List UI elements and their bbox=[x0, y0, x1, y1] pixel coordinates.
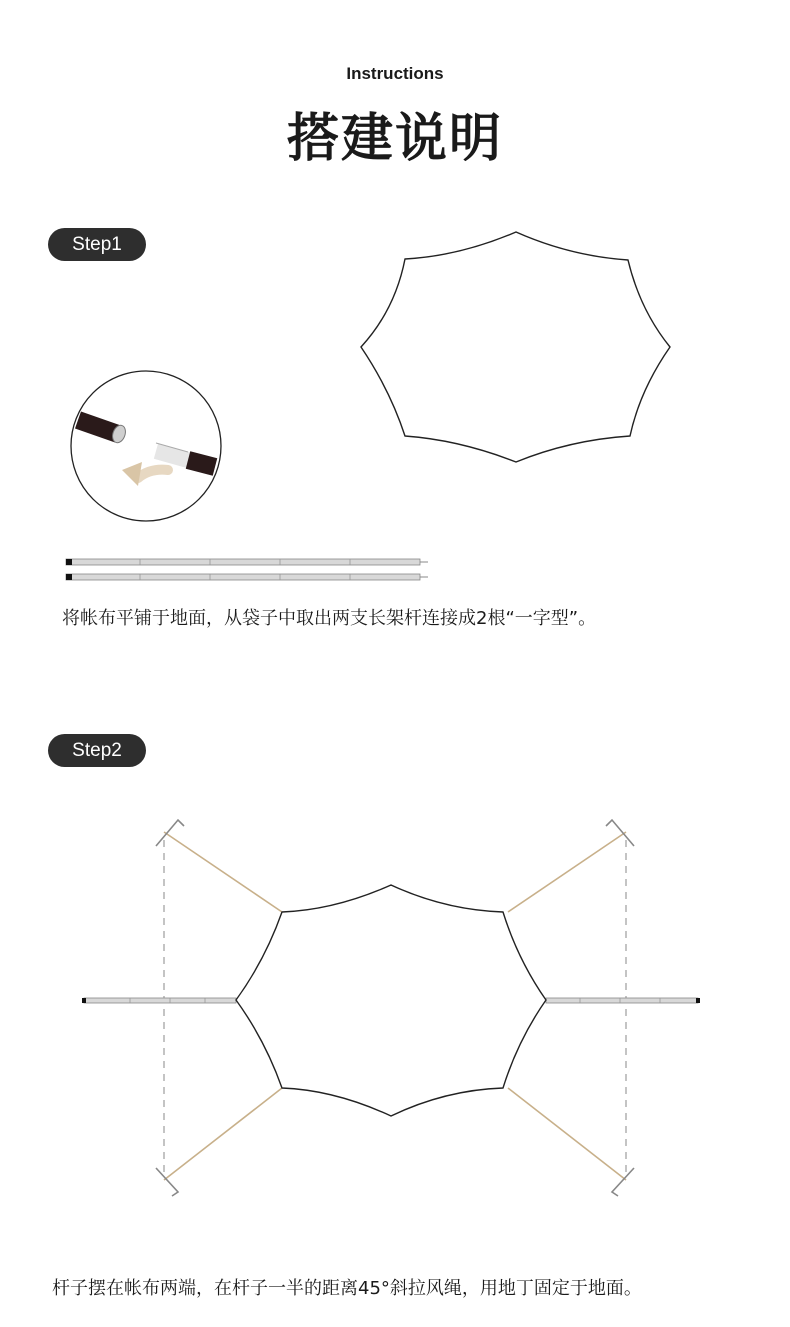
step1-description: 将帐布平铺于地面，从袋子中取出两支长架杆连接成2根“一字型”。 bbox=[62, 608, 597, 629]
pole-joint-detail bbox=[71, 371, 221, 521]
poles bbox=[66, 559, 428, 580]
page-title: 搭建说明 bbox=[286, 109, 503, 169]
horizontal-poles bbox=[82, 998, 700, 1003]
step1-badge: Step1 bbox=[48, 228, 146, 261]
step2-illustration bbox=[0, 810, 790, 1230]
guy-rope bbox=[164, 832, 626, 1180]
step2-badge: Step2 bbox=[48, 734, 146, 767]
tarp-outline bbox=[361, 232, 670, 462]
tarp-outline-pitched bbox=[236, 885, 546, 1116]
tent-stake bbox=[156, 820, 634, 1196]
step1-illustration bbox=[0, 0, 790, 620]
instructions-subtitle: Instructions bbox=[346, 64, 444, 83]
step2-description: 杆子摆在帐布两端，在杆子一半的距离45°斜拉风绳，用地丁固定于地面。 bbox=[52, 1278, 642, 1299]
